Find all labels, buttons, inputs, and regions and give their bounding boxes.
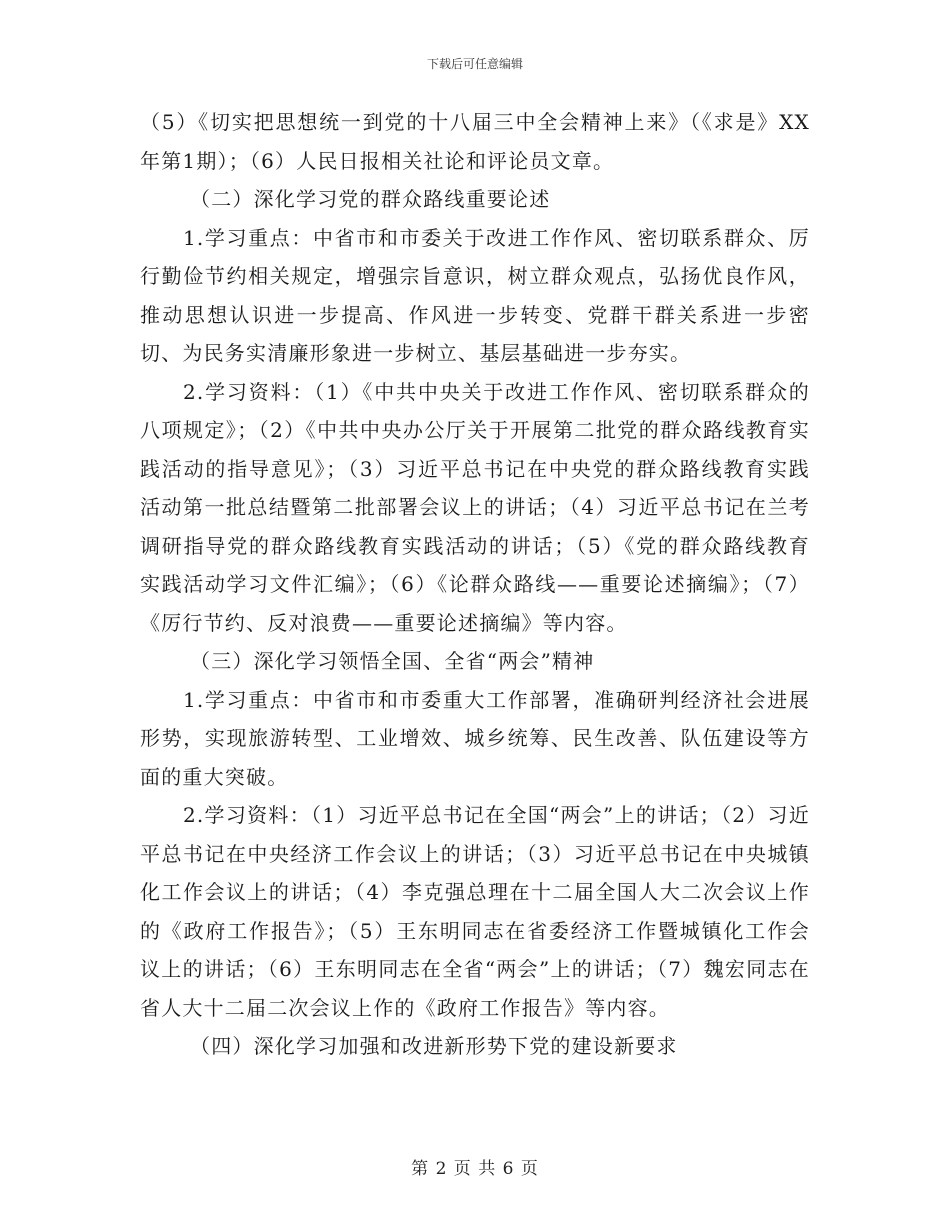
paragraph-study-materials: 2.学习资料：（1）《中共中央关于改进工作作风、密切联系群众的八项规定》；（2）《中共中央办公厅关于开展第二批党的群众路线教育实践活动的指导意见》；（3）习近平总书记在中央党的群众路线教育实践活动第一批总结暨第二批部署会议上的讲话；（4）习近平总书记在兰考调研指导党的群众路线教育实践活动的讲话；（5）《党的群众路线教育实践活动学习文件汇编》；（6）《论群众路线——重要论述摘编》；（7）《厉行节约、反对浪费——重要论述摘编》等内容。 (140, 379, 810, 635)
paragraph-references-continued: （5）《切实把思想统一到党的十八届三中全会精神上来》（《求是》XX年第1期）；（6）人民日报相关社论和评论员文章。 (140, 110, 810, 173)
section-heading-two-sessions: （三）深化学习领悟全国、全省“两会”精神 (190, 649, 595, 673)
paragraph-study-focus: 1.学习重点：中省市和市委重大工作部署，准确研判经济社会进展形势，实现旅游转型、工业增效、城乡统筹、民生改善、队伍建设等方面的重大突破。 (140, 687, 810, 789)
page-number-footer: 第 2 页 共 6 页 (411, 1159, 539, 1179)
paragraph-study-focus: 1.学习重点：中省市和市委关于改进工作作风、密切联系群众、厉行勤俭节约相关规定，增强宗旨意识，树立群众观点，弘扬优良作风，推动思想认识进一步提高、作风进一步转变、党群干群关系进一步密切、为民务实清廉形象进一步树立、基层基础进一步夯实。 (140, 225, 810, 365)
page-header: 下载后可任意编辑 (426, 57, 523, 71)
paragraph-study-materials: 2.学习资料：（1）习近平总书记在全国“两会”上的讲话；（2）习近平总书记在中央经济工作会议上的讲话；（3）习近平总书记在中央城镇化工作会议上的讲话；（4）李克强总理在十二届全国人大二次会议上作的《政府工作报告》；（5）王东明同志在省委经济工作暨城镇化工作会议上的讲话；（6）王东明同志在全省“两会”上的讲话；（7）魏宏同志在省人大十二届二次会议上作的《政府工作报告》等内容。 (140, 803, 810, 1020)
document-body (140, 103, 810, 1066)
section-heading-mass-line: （二）深化学习党的群众路线重要论述 (190, 187, 551, 211)
section-heading-party-building: （四）深化学习加强和改进新形势下党的建设新要求 (190, 1034, 678, 1058)
